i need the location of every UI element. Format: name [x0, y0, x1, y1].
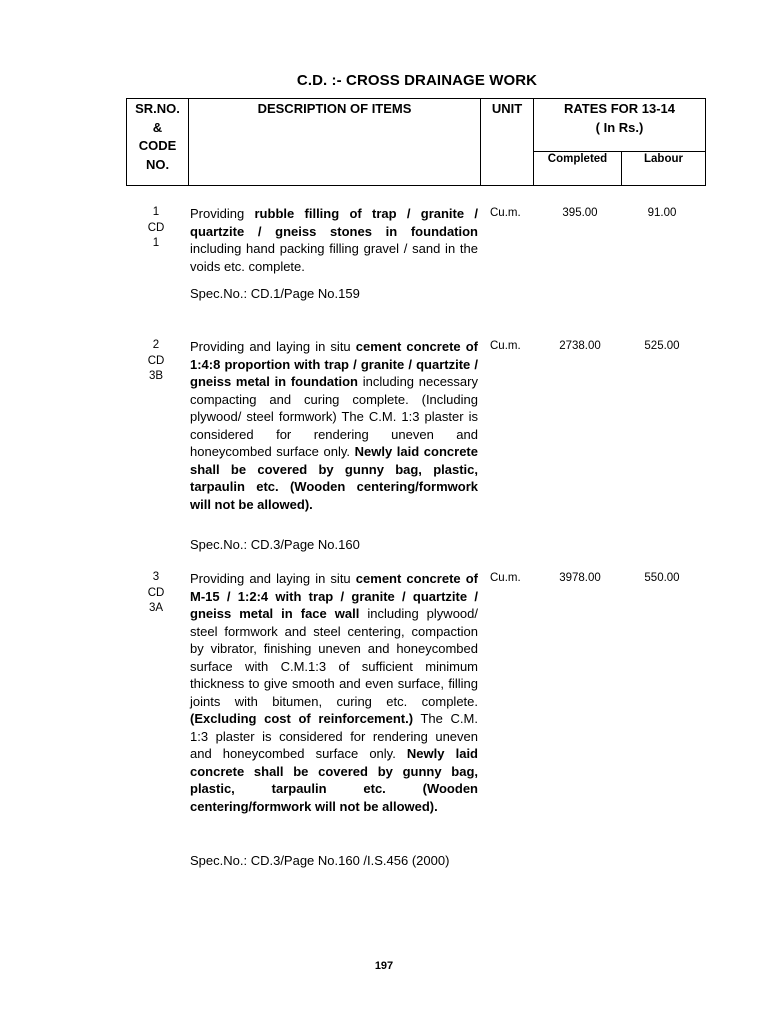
header-srno-line: &	[152, 119, 163, 135]
header-srno	[127, 99, 189, 185]
item-completed-rate: 3978.00	[559, 572, 601, 584]
item-code	[136, 338, 176, 385]
item-code-line: 1	[152, 206, 160, 218]
header-srno-line: CODE	[138, 138, 177, 153]
description-bold-text: Newly laid concrete shall be covered by gunny bag, plastic, tarpaulin etc. (Wooden centering/formwork will not be allowed).	[190, 444, 478, 512]
item-code	[136, 205, 176, 252]
header-unit: UNIT	[481, 99, 534, 185]
item-labour-rate: 525.00	[644, 340, 680, 352]
item-unit: Cu.m.	[490, 340, 521, 352]
header-completed-label: Completed	[547, 153, 608, 165]
item-completed-rate: 395.00	[562, 207, 598, 219]
item-code-line: CD	[147, 354, 165, 367]
description-bold-text: cement concrete of 1:4:8 proportion with trap / granite / quartzite / gneiss metal in foundation	[190, 339, 479, 389]
description-text: Providing and laying in situ	[190, 571, 356, 586]
item-code-line: 2	[152, 339, 160, 351]
item-description	[190, 205, 478, 275]
item-labour-rate: 550.00	[644, 572, 680, 584]
item-code-line: CD	[147, 586, 165, 599]
page-title: C.D. :- CROSS DRAINAGE WORK	[296, 72, 538, 89]
header-rates-title	[534, 99, 705, 152]
item-description	[190, 338, 478, 513]
description-text: including necessary compacting and curing complete. (Including plywood/ steel formwork) The C.M. 1:3 plaster is considered for rendering uneven and honeycombed surface only.	[190, 374, 478, 459]
description-text: including hand packing filling gravel / sand in the voids etc. complete.	[190, 241, 478, 274]
item-completed-rate: 2738.00	[559, 340, 601, 352]
item-code-line: 1	[152, 237, 160, 249]
header-srno-line: NO.	[145, 156, 170, 172]
header-rates-line: ( In Rs.)	[595, 119, 644, 135]
item-unit: Cu.m.	[490, 207, 521, 219]
header-srno-line: SR.NO.	[135, 101, 180, 116]
description-bold-text: rubble filling of trap / granite / quartzite / gneiss stones in foundation	[190, 206, 479, 239]
header-rates	[534, 99, 705, 185]
description-text: The C.M. 1:3 plaster is considered for rendering uneven and honeycombed surface only.	[190, 711, 478, 761]
item-code-line: 3B	[148, 370, 164, 382]
header-completed	[534, 152, 622, 185]
description-text: Providing and laying in situ	[190, 339, 356, 354]
item-unit: Cu.m.	[490, 572, 521, 584]
header-labour	[622, 152, 705, 185]
page-number: 197	[374, 960, 394, 972]
item-code	[136, 570, 176, 617]
item-code-line: 3A	[148, 602, 164, 614]
item-spec: Spec.No.: CD.3/Page No.160	[190, 537, 360, 552]
item-spec: Spec.No.: CD.1/Page No.159	[190, 286, 360, 301]
item-labour-rate: 91.00	[647, 207, 677, 219]
table-header	[126, 98, 706, 186]
description-bold-text: cement concrete of M-15 / 1:2:4 with trap / granite / quartzite / gneiss metal in face wall	[190, 571, 479, 621]
header-labour-label: Labour	[644, 153, 683, 165]
description-text: Providing	[190, 206, 255, 221]
description-bold-text: (Excluding cost of reinforcement.)	[190, 711, 414, 726]
description-bold-text: Newly laid concrete shall be covered by gunny bag, plastic, tarpaulin etc. (Wooden centering/formwork will not be allowed).	[190, 746, 478, 814]
header-description: DESCRIPTION OF ITEMS	[189, 99, 481, 185]
item-description	[190, 570, 478, 815]
item-spec: Spec.No.: CD.3/Page No.160 /I.S.456 (2000)	[190, 853, 450, 868]
item-code-line: CD	[147, 221, 165, 234]
header-rates-line: RATES FOR 13-14	[563, 101, 675, 116]
description-text: including plywood/ steel formwork and steel centering, compaction by vibrator, finishing uneven and honeycombed surface with C.M.1:3 of sufficient minimum thickness to give smooth and even surface, filling joints with bitumen, curing etc. complete.	[190, 606, 478, 709]
item-code-line: 3	[152, 571, 160, 583]
